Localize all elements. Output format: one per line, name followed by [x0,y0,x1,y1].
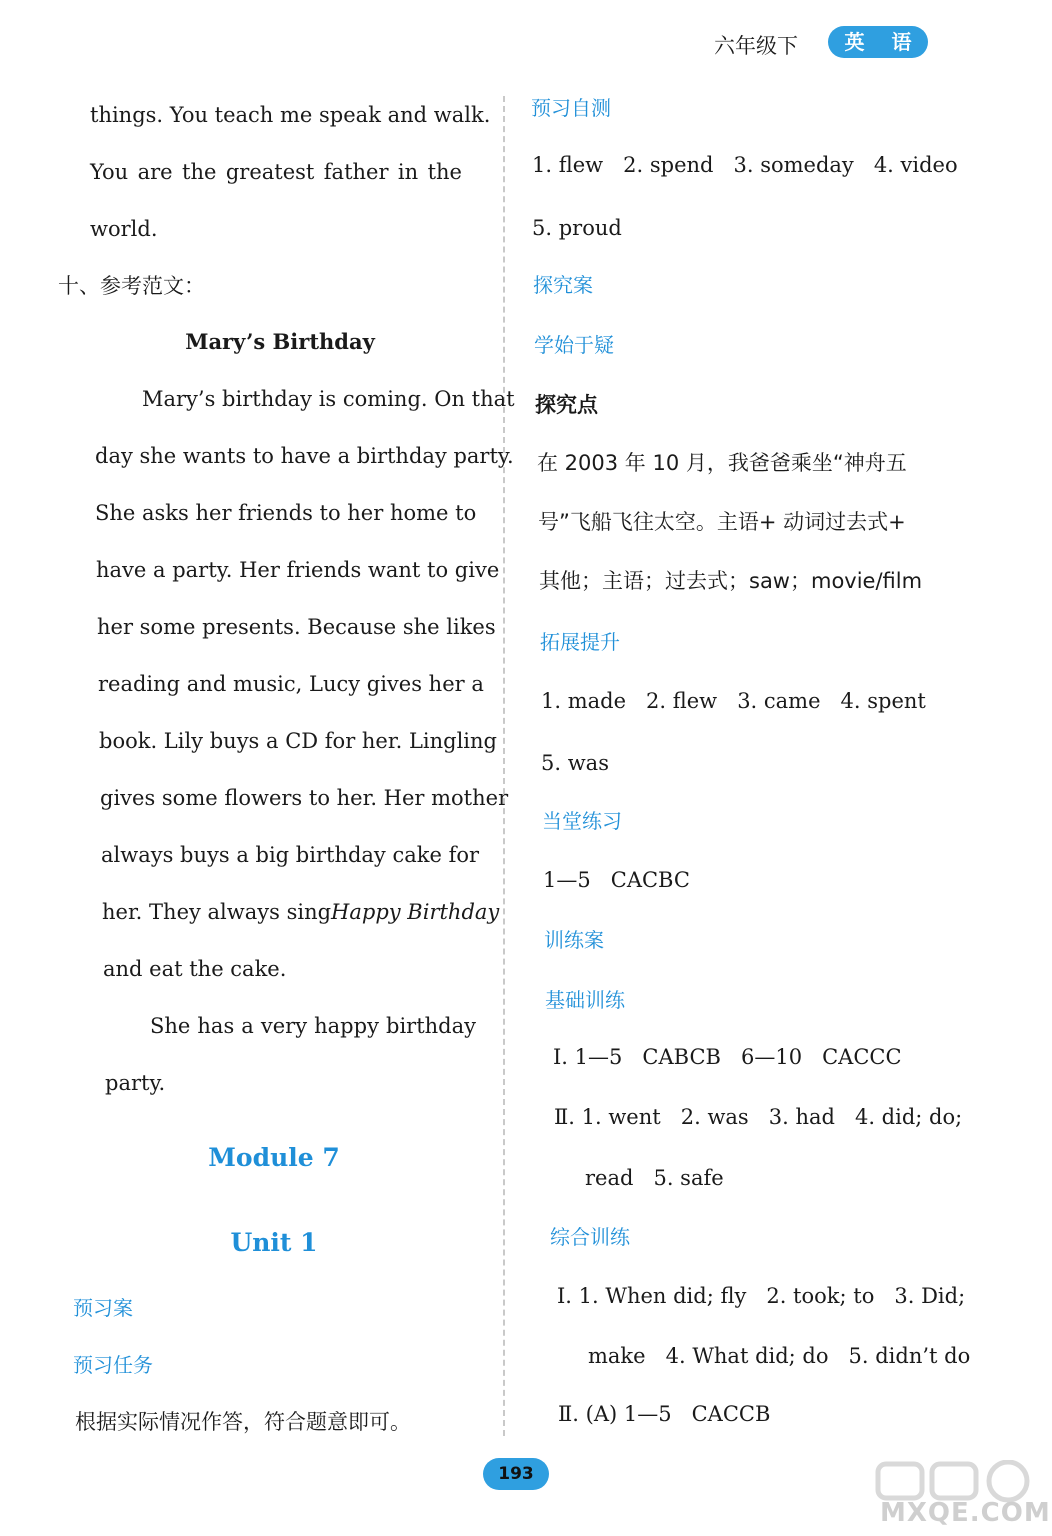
page-number: 193 [483,1458,549,1490]
answer-line: Ⅰ. 1—5 CABCB 6—10 CACCC [553,1045,902,1069]
text-line: You are the greatest father in the [90,160,462,184]
section-heading-10: 十、参考范文： [58,274,205,298]
self-test-heading: 预习自测 [531,96,611,120]
learn-doubt-heading: 学始于疑 [534,333,614,357]
explore-line: 号”飞船飞往太空。主语+ 动词过去式+ [538,510,906,534]
answer-line: read 5. safe [585,1166,724,1190]
essay-line-text: her. They always sing [102,900,332,924]
comp-training-heading: 综合训练 [550,1225,630,1249]
subject-badge: 英 语 [828,26,928,58]
explore-line: 其他；主语；过去式；saw；movie/film [539,569,923,593]
unit-heading: Unit 1 [230,1228,318,1257]
explore-case-heading: 探究案 [533,273,593,297]
essay-line: and eat the cake. [103,957,287,981]
answer-line: 5. proud [532,216,622,240]
essay-line: Mary’s birthday is coming. On that [142,387,515,411]
class-practice-heading: 当堂练习 [542,809,622,833]
essay-line: party. [105,1071,166,1095]
grade-label: 六年级下 [714,34,798,58]
answer-line: Ⅰ. 1. When did; fly 2. took; to 3. Did; [557,1284,966,1308]
basic-training-heading: 基础训练 [545,988,625,1012]
answer-line: 1. made 2. flew 3. came 4. spent [541,689,926,713]
extend-heading: 拓展提升 [540,630,620,654]
text-line: things. You teach me speak and walk. [90,103,491,127]
essay-line: She asks her friends to her home to [95,501,477,525]
essay-title: Mary’s Birthday [185,329,375,354]
preview-case-heading: 预习案 [73,1296,133,1320]
answer-line: 1. flew 2. spend 3. someday 4. video [532,153,958,177]
essay-line: She has a very happy birthday [150,1014,476,1038]
answer-line: 1—5 CACBC [543,868,690,892]
essay-line [102,897,500,927]
essay-line: reading and music, Lucy gives her a [98,672,484,696]
answer-line: make 4. What did; do 5. didn’t do [588,1344,971,1368]
answer-line: 5. was [541,751,609,775]
essay-line: have a party. Her friends want to give [96,558,500,582]
essay-line: her some presents. Because she likes [97,615,496,639]
essay-line: always buys a big birthday cake for [101,843,480,867]
preview-answer: 根据实际情况作答，符合题意即可。 [75,1410,411,1434]
training-case-heading: 训练案 [544,928,604,952]
page-header [0,24,1052,64]
module-heading: Module 7 [208,1143,340,1172]
song-title: Happy Birthday [331,900,500,924]
explore-point-heading: 探究点 [535,393,598,417]
answer-line: Ⅱ. (A) 1—5 CACCB [558,1402,771,1426]
essay-line: book. Lily buys a CD for her. Lingling [99,729,497,753]
preview-task-heading: 预习任务 [73,1353,153,1377]
answer-line: Ⅱ. 1. went 2. was 3. had 4. did; do; [554,1105,963,1129]
essay-line: gives some flowers to her. Her mother [100,786,509,810]
text-line: world. [90,217,158,241]
essay-line: day she wants to have a birthday party. [95,444,514,468]
watermark-text: MXQE.COM [880,1498,1051,1528]
explore-line: 在 2003 年 10 月，我爸爸乘坐“神舟五 [537,451,907,475]
